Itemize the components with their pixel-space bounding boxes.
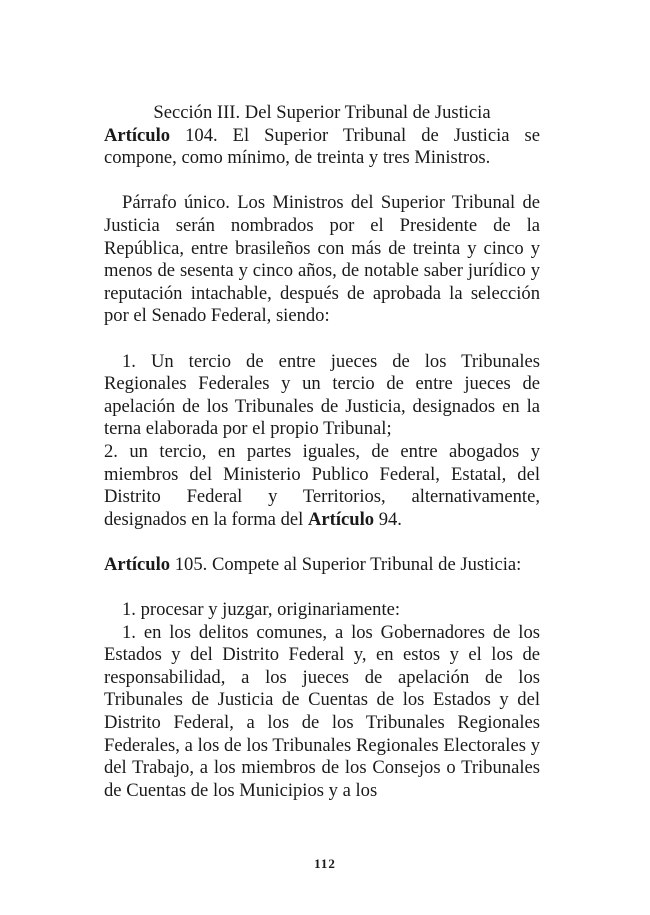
article-label: Artículo [104, 553, 171, 575]
list-item-2-text: 2. un tercio, en partes iguales, de entre abogados y miembros del Ministerio Publico Federal, Estatal, del Distrito Federal y Territorios, alternativamente, designados en la forma del [104, 440, 540, 530]
list-item-2 [104, 441, 540, 531]
article-105 [104, 554, 540, 577]
list-item-105-1-1: 1. en los delitos comunes, a los Gobernadores de los Estados y del Distrito Federal y, en estos y el los de responsabilidad, a los jueces de apelación de los Tribunales de Justicia de Cuentas de los Estados y del Distrito Federal, a los de los Tribunales Regionales Federales, a los de los Tribunales Regionales Electorales y del Trabajo, a los miembros de los Consejos o Tribunales de Cuentas de los Municipios y a los [104, 621, 540, 801]
list-item-2-suffix: 94. [374, 508, 402, 530]
article-label: Artículo [307, 508, 375, 530]
article-105-text: 105. Compete al Superior Tribunal de Justicia: [170, 553, 522, 575]
page-number: 112 [314, 856, 336, 871]
body-text [104, 102, 540, 802]
list-item-105-1: 1. procesar y juzgar, originariamente: [122, 599, 401, 621]
article-104 [104, 125, 540, 170]
paragraph-unico: Párrafo único. Los Ministros del Superior Tribunal de Justicia serán nombrados por el Presidente de la República, entre brasileños con más de treinta y cinco y menos de sesenta y cinco años, de notable saber jurídico y reputación intachable, después de aprobada la selección por el Senado Federal, siendo: [104, 192, 540, 327]
article-label: Artículo [104, 124, 171, 146]
article-104-text: 104. El Superior Tribunal de Justicia se compone, como mínimo, de treinta y tres Ministros. [104, 124, 540, 169]
list-item-1: 1. Un tercio de entre jueces de los Tribunales Regionales Federales y un tercio de entre jueces de apelación de los Tribunales de Justicia, designados en la terna elaborada por el propio Tribunal; [104, 350, 540, 440]
section-heading: Sección III. Del Superior Tribunal de Justicia [153, 102, 491, 123]
